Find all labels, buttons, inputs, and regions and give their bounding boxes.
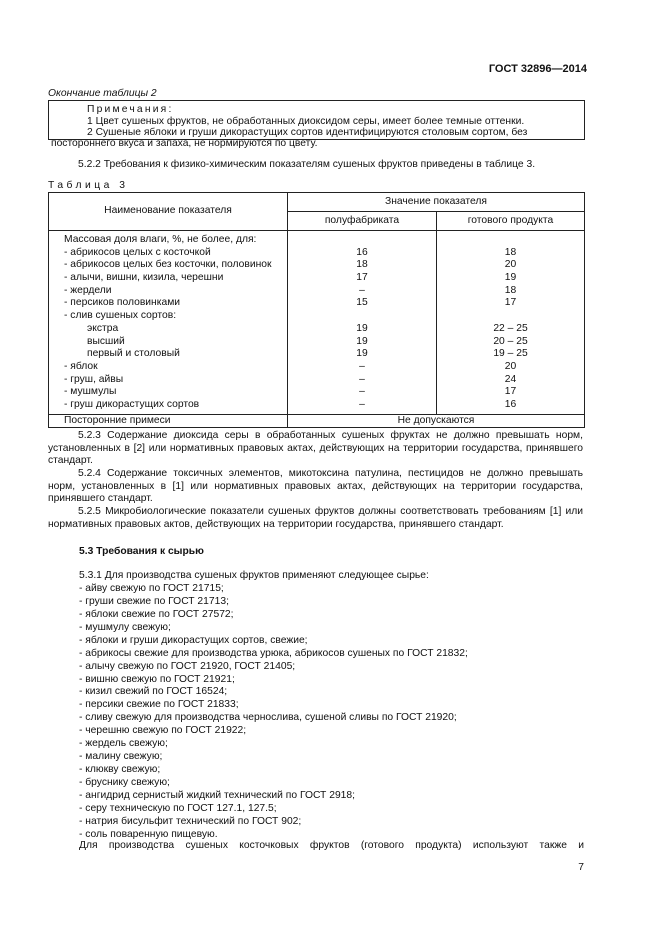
list-item: - алычу свежую по ГОСТ 21920, ГОСТ 21405; [79,660,296,672]
table-cell-semi [288,234,436,247]
table3-ready-column [437,231,585,415]
table-cell-ready: 17 [504,297,517,309]
list-item: - бруснику свежую; [79,777,170,788]
page-number: 7 [578,862,584,873]
table-cell-ready: 19 – 25 [493,348,528,360]
list-item: - персики свежие по ГОСТ 21833; [79,699,239,711]
section-5-3-heading: 5.3 Требования к сырью [79,546,204,557]
paragraph-5-3-1: 5.3.1 Для производства сушеных фруктов применяют следующее сырье: [79,570,429,581]
col-header-value: Значение показателя [288,193,585,212]
table3-names-column [49,231,288,415]
table-cell-ready: 18 [504,284,517,296]
table-cell-ready: 22 – 25 [493,322,528,334]
table-cell-semi: – [359,360,365,372]
list-item: - черешню свежую по ГОСТ 21922; [79,725,247,737]
table-cell-semi: 18 [356,259,368,271]
paragraph-5-2-2: 5.2.2 Требования к физико-химическим показателям сушеных фруктов приведены в таблице 3. [78,159,536,170]
table-cell-ready: 17 [504,386,517,398]
table-cell-semi: – [359,373,365,385]
list-item: - натрия бисульфит технический по ГОСТ 902; [79,815,302,827]
note-1: 1 Цвет сушеных фруктов, не обработанных диоксидом серы, имеет более темные оттенки. [87,116,525,127]
table-cell-semi: – [359,386,365,398]
paragraph-5-2-4: 5.2.4 Содержание токсичных элементов, микотоксина патулина, пестицидов не должно превышать норм, установленных в [1] или нормативных правовых актах, действующих на территории государства, принявшего стандарт. [48,468,583,505]
table-cell-ready: 19 [504,272,517,284]
impurities-value: Не допускаются [288,414,585,427]
table-row-name: - слив сушеных сортов: [64,310,177,322]
table-cell-semi [288,310,436,323]
list-item: - серу техническую по ГОСТ 127.1, 127.5; [79,802,277,814]
continuation-line: Для производства сушеных косточковых фруктов (готового продукта) используют также и [79,840,584,851]
document-code: ГОСТ 32896—2014 [488,63,587,75]
raw-materials-list [79,570,468,842]
list-item: - малину свежую; [79,751,163,763]
table3-caption: Таблица 3 [48,180,129,191]
table-row-name: экстра [87,322,119,334]
list-item: - жердель свежую; [79,738,168,750]
table-cell-ready [437,234,584,247]
list-item: - яблоки и груши дикорастущих сортов, свежие; [79,634,308,646]
table-cell-ready: 24 [504,373,517,385]
table-row-name: высший [87,335,125,347]
table-row-name: - яблок [64,360,98,372]
table3 [48,192,585,428]
table-row-name: - груш дикорастущих сортов [64,398,200,410]
table-row-name: - жердели [64,284,112,296]
table-cell-semi: 19 [356,348,368,360]
table-cell-semi: 19 [356,322,368,334]
table-cell-semi: 16 [356,246,368,258]
paragraph-5-2-3: 5.2.3 Содержание диоксида серы в обработанных сушеных фруктах не должно превышать норм, установленных в [2] или нормативных правовых актах, действующих на территории государства, принявшего стандарт. [48,430,583,467]
list-item: - соль поваренную пищевую. [79,828,218,840]
list-item: - абрикосы свежие для производства урюка, абрикосов сушеных по ГОСТ 21832; [79,647,468,659]
table2-end-caption: Окончание таблицы 2 [48,88,157,99]
impurities-name: Посторонние примеси [49,414,288,427]
table-row-name: - абрикосов целых с косточкой [64,246,211,258]
table-cell-semi: – [359,398,365,410]
table-cell-semi: 15 [356,297,368,309]
table-row-name: первый и столовый [87,348,180,360]
list-item: - груши свежие по ГОСТ 21713; [79,595,229,607]
note-2: 2 Сушеные яблоки и груши дикорастущих сортов идентифицируются столовым сортом, без [87,127,528,138]
table-cell-ready: 16 [504,398,517,410]
list-item: - вишню свежую по ГОСТ 21921; [79,673,235,685]
table-cell-ready: 20 – 25 [493,335,528,347]
table-cell-semi: – [359,284,365,296]
table-cell-semi: 19 [356,335,368,347]
table-cell-ready: 18 [504,246,517,258]
list-item: - айву свежую по ГОСТ 21715; [79,582,224,594]
list-item: - яблоки свежие по ГОСТ 27572; [79,608,234,620]
col-header-ready: готового продукта [437,212,585,231]
col-header-name: Наименование показателя [49,193,288,231]
col-header-semi: полуфабриката [288,212,437,231]
note-2-continuation: постороннего вкуса и запаха, не нормируются по цвету. [51,138,318,149]
list-item: - клюкву свежую; [79,764,161,776]
table-cell-semi: 17 [356,272,368,284]
table-cell-ready [437,310,584,323]
list-item: - кизил свежий по ГОСТ 16524; [79,686,228,698]
list-item: - сливу свежую для производства чернослива, сушеной сливы по ГОСТ 21920; [79,712,457,724]
list-item: - ангидрид сернистый жидкий технический по ГОСТ 2918; [79,789,355,801]
list-item: - мушмулу свежую; [79,621,171,633]
table-row-name: - мушмулы [64,386,117,398]
table3-semi-column [288,231,437,415]
note-title: Примечания: [87,104,174,115]
table-row-name: - алычи, вишни, кизила, черешни [64,272,224,284]
table-row-name: - персиков половинками [64,297,181,309]
table-row-name: - груш, айвы [64,373,124,385]
table-cell-ready: 20 [504,259,517,271]
table-row-name: Массовая доля влаги, %, не более, для: [64,234,257,245]
table-cell-ready: 20 [504,360,517,372]
table-row-name: - абрикосов целых без косточки, половинок [64,259,272,271]
paragraph-5-2-5: 5.2.5 Микробиологические показатели сушеных фруктов должны соответствовать требованиям [1] или нормативных правовых актов, действующих на территории государства, принявшего стандарт. [48,506,583,530]
